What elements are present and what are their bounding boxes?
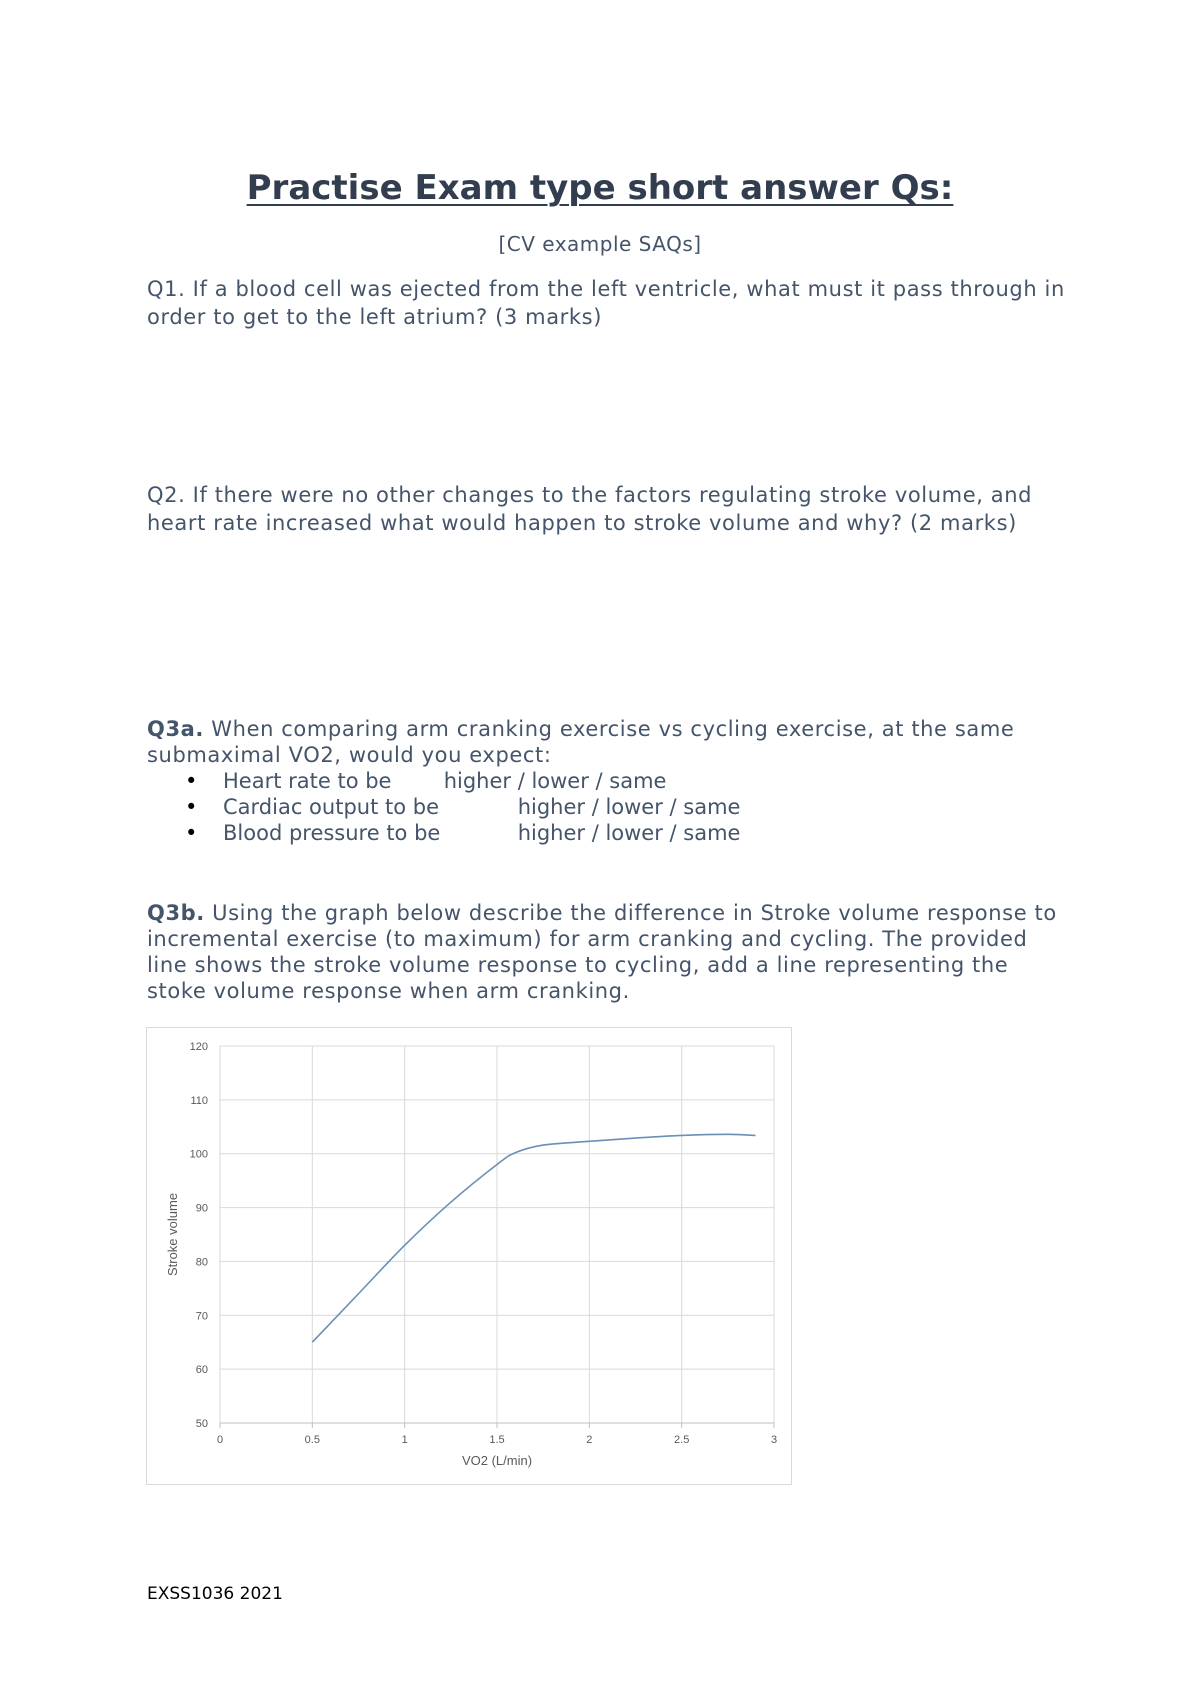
question-3b	[147, 900, 1067, 1004]
question-1	[147, 275, 1067, 331]
option-label: Blood pressure to be	[223, 821, 441, 845]
question-2-text: If there were no other changes to the factors regulating stroke volume, and heart rate increased what would happen to stroke volume and why? (2 marks)	[147, 483, 1033, 535]
series-line	[312, 1134, 755, 1342]
bullet-icon: •	[185, 795, 198, 819]
stroke-volume-chart	[146, 1027, 792, 1485]
x-tick-label: 2.5	[674, 1434, 690, 1446]
y-tick-label: 70	[195, 1310, 208, 1323]
question-3a-text: When comparing arm cranking exercise vs cycling exercise, at the same submaximal VO2, would you expect:	[147, 717, 1015, 767]
x-tick-label: 1.5	[489, 1434, 505, 1446]
question-3a	[147, 716, 1067, 768]
option-choices: higher / lower / same	[517, 821, 741, 845]
question-3b-text: Using the graph below describe the difference in Stroke volume response to incremental exercise (to maximum) for arm cranking and cycling. The provided line shows the stroke volume response to cycling, add a line representing the stoke volume response when arm cranking.	[147, 901, 1057, 1003]
bullet-icon: •	[185, 769, 198, 793]
x-axis-title: VO2 (L/min)	[461, 1453, 533, 1468]
y-tick-label: 110	[190, 1094, 208, 1107]
footer-course-code: EXSS1036 2021	[147, 1584, 283, 1604]
y-axis-title: Stroke volume	[165, 1192, 180, 1277]
question-3a-prefix: Q3a.	[147, 717, 205, 741]
bullet-icon: •	[185, 821, 198, 845]
chart-svg	[147, 1028, 791, 1484]
y-tick-label: 100	[189, 1148, 208, 1161]
question-2-prefix: Q2.	[147, 483, 186, 507]
y-tick-label: 120	[189, 1041, 208, 1053]
option-label: Cardiac output to be	[223, 795, 439, 819]
y-tick-label: 50	[195, 1418, 208, 1430]
option-cardiac-output	[147, 794, 740, 820]
option-label: Heart rate to be	[223, 769, 392, 793]
x-tick-label: 1	[401, 1434, 408, 1446]
x-tick-label: 0	[216, 1434, 224, 1446]
y-tick-label: 90	[195, 1202, 208, 1215]
question-3a-options	[147, 768, 740, 846]
question-1-prefix: Q1.	[147, 277, 186, 301]
option-blood-pressure	[147, 820, 740, 846]
option-choices: higher / lower / same	[517, 795, 741, 819]
question-2	[147, 481, 1067, 537]
page-subtitle: [CV example SAQs]	[498, 232, 702, 256]
option-heart-rate	[147, 768, 740, 794]
y-tick-label: 80	[195, 1256, 208, 1269]
question-1-text: If a blood cell was ejected from the left ventricle, what must it pass through in order to get to the left atrium? (3 marks)	[147, 277, 1065, 329]
x-tick-label: 0.5	[304, 1434, 320, 1446]
question-3b-prefix: Q3b.	[147, 901, 205, 925]
x-tick-label: 2	[586, 1434, 593, 1446]
option-choices: higher / lower / same	[443, 769, 667, 793]
x-tick-label: 3	[770, 1434, 778, 1446]
y-tick-label: 60	[195, 1364, 208, 1377]
page-title: Practise Exam type short answer Qs:	[246, 168, 954, 208]
